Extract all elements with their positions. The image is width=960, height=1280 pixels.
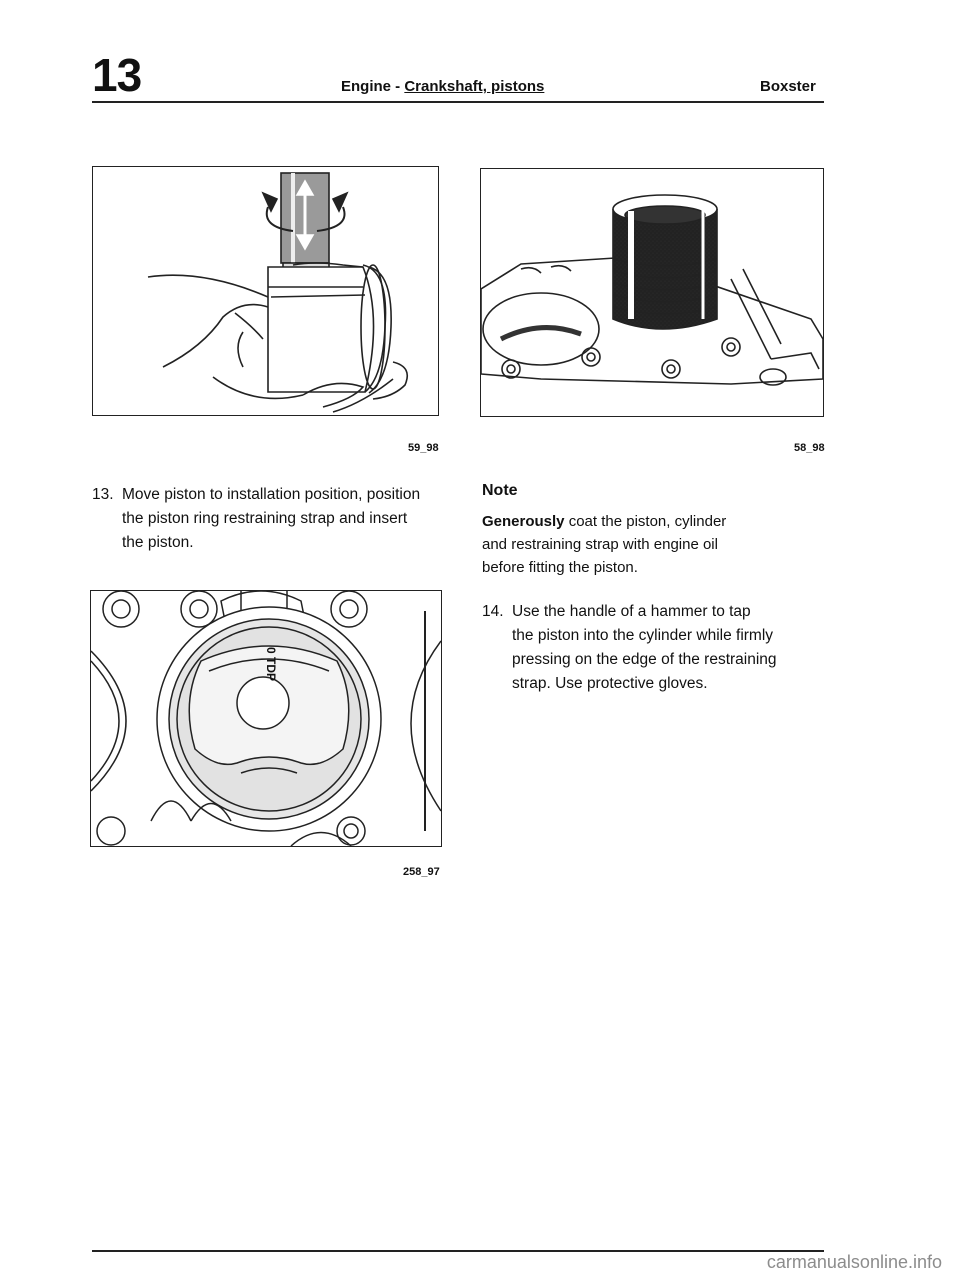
step-line: strap. Use protective gloves.	[512, 675, 708, 692]
step-line: the piston into the cylinder while firmly	[512, 627, 774, 644]
section-title-underlined: Crankshaft, pistons	[404, 78, 545, 95]
note-line: coat the piston, cylinder	[564, 513, 727, 530]
figure-number: 58_98	[794, 442, 825, 454]
note-line: before fitting the piston.	[482, 559, 638, 576]
chapter-number: 13	[92, 49, 142, 101]
figure-ring-strap	[480, 168, 824, 417]
step-line: Use the handle of a hammer to tap	[512, 603, 751, 620]
figure-piston-hand	[92, 166, 439, 416]
instruction-step-14	[482, 600, 822, 696]
note-lead: Generously	[482, 513, 565, 530]
watermark: carmanualsonline.info	[766, 1252, 942, 1272]
ring-strap-illustration	[481, 169, 823, 416]
note-text	[482, 510, 822, 579]
instruction-step-13	[92, 483, 452, 555]
step-line: the piston.	[122, 534, 194, 551]
model-name: Boxster	[760, 78, 816, 95]
section-title	[341, 78, 544, 95]
note-line: and restraining strap with engine oil	[482, 536, 718, 553]
note-heading: Note	[482, 482, 518, 499]
cylinder-tdp-illustration	[91, 591, 441, 846]
tdp-marking	[265, 647, 277, 681]
tdp-mark-zero: 0	[264, 647, 278, 654]
figure-number: 258_97	[403, 866, 440, 878]
tdp-mark-label: TDP	[264, 657, 278, 682]
step-line: pressing on the edge of the restraining	[512, 651, 777, 668]
step-line: Move piston to installation position, position	[122, 486, 421, 503]
piston-hand-illustration	[93, 167, 438, 415]
figure-number: 59_98	[408, 442, 439, 454]
figure-cylinder-tdp	[90, 590, 442, 847]
step-number: 13.	[92, 486, 114, 503]
step-line: the piston ring restraining strap and insert	[122, 510, 408, 527]
header-rule	[92, 101, 824, 103]
footer-rule	[92, 1250, 824, 1252]
section-title-prefix: Engine -	[341, 78, 405, 95]
step-number: 14.	[482, 603, 504, 620]
